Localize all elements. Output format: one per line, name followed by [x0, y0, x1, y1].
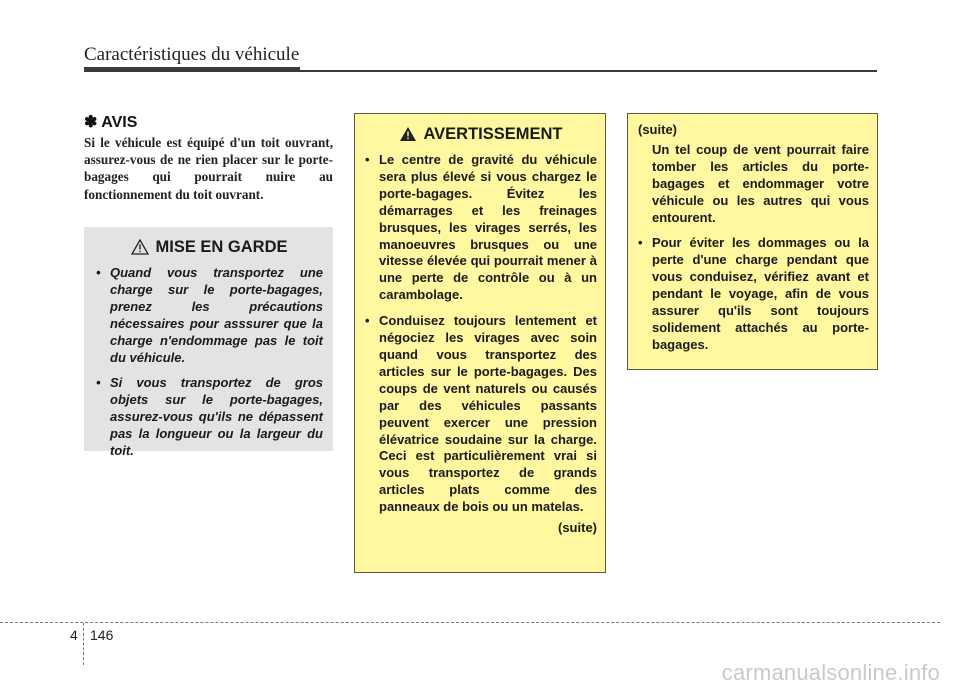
caution-box	[84, 227, 333, 459]
warning-item: • Le centre de gravité du véhicule sera plus élevé si vous chargez le porte-bagages. Évitez les démarrages et les freinages brusques, les virages serrés, les manoeuvres brusques ou une vitesse élevée qui pourrait mener à une perte de contrôle ou à un carambolage.	[365, 152, 597, 304]
continuation-paragraph: Un tel coup de vent pourrait faire tomber les articles du porte-bagages et endommager votre véhicule ou les autres qui vous entourent.	[652, 141, 869, 225]
avis-heading: ✽ AVIS	[84, 114, 138, 131]
warning-title: AVERTISSEMENT	[423, 124, 563, 143]
continuation-box	[627, 113, 878, 370]
chapter-number: 4	[70, 627, 78, 643]
warning-continued-label: (suite)	[558, 520, 597, 536]
warning-box	[354, 113, 606, 573]
caution-item: • Quand vous transportez une charge sur le porte-bagages, prenez les précautions nécessaires pour asssurer que la charge n'endommage pas le toit du véhicule.	[96, 265, 323, 366]
warning-triangle-filled-icon	[399, 126, 417, 142]
footer-dashed-rule	[0, 622, 940, 623]
page-header-title: Caractéristiques du véhicule	[84, 44, 300, 65]
header-rule-thick	[84, 67, 300, 72]
continuation-list	[638, 235, 869, 353]
continuation-label: (suite)	[638, 122, 677, 137]
header-rule-thin	[300, 70, 877, 72]
continuation-item: • Pour éviter les dommages ou la perte d'une charge pendant que vous conduisez, vérifiez avant et pendant le voyage, afin de vous assurer qu'ils sont toujours solidement attachés au porte-bagages.	[638, 235, 869, 353]
warning-title-row	[365, 122, 597, 146]
warning-item: • Conduisez toujours lentement et négociez les virages avec soin quand vous transportez des articles sur le porte-bagages. Des coups de vent naturels ou causés par des véhicules passants peuvent exercer une pression élévatrice soudaine sur la charge. Ceci est particulièrement vrai si vous transportez de grands articles plats comme des panneaux de bois ou un matelas.	[365, 313, 597, 516]
footer-vertical-dashed-rule	[83, 623, 84, 665]
caution-title-row	[96, 235, 323, 259]
avis-body: Si le véhicule est équipé d'un toit ouvrant, assurez-vous de ne rien placer sur le porte-bagages qui pourrait nuire au fonctionnement du toit ouvrant.	[84, 135, 333, 202]
watermark: carmanualsonline.info	[721, 660, 940, 685]
warning-triangle-outline-icon	[131, 239, 149, 255]
caution-item: • Si vous transportez de gros objets sur le porte-bagages, assurez-vous qu'ils ne dépassent pas la longueur ou la largeur du toit.	[96, 375, 323, 460]
page-number: 146	[90, 627, 114, 643]
caution-list	[96, 265, 323, 460]
caution-title: MISE EN GARDE	[155, 237, 288, 256]
warning-list	[365, 152, 597, 516]
